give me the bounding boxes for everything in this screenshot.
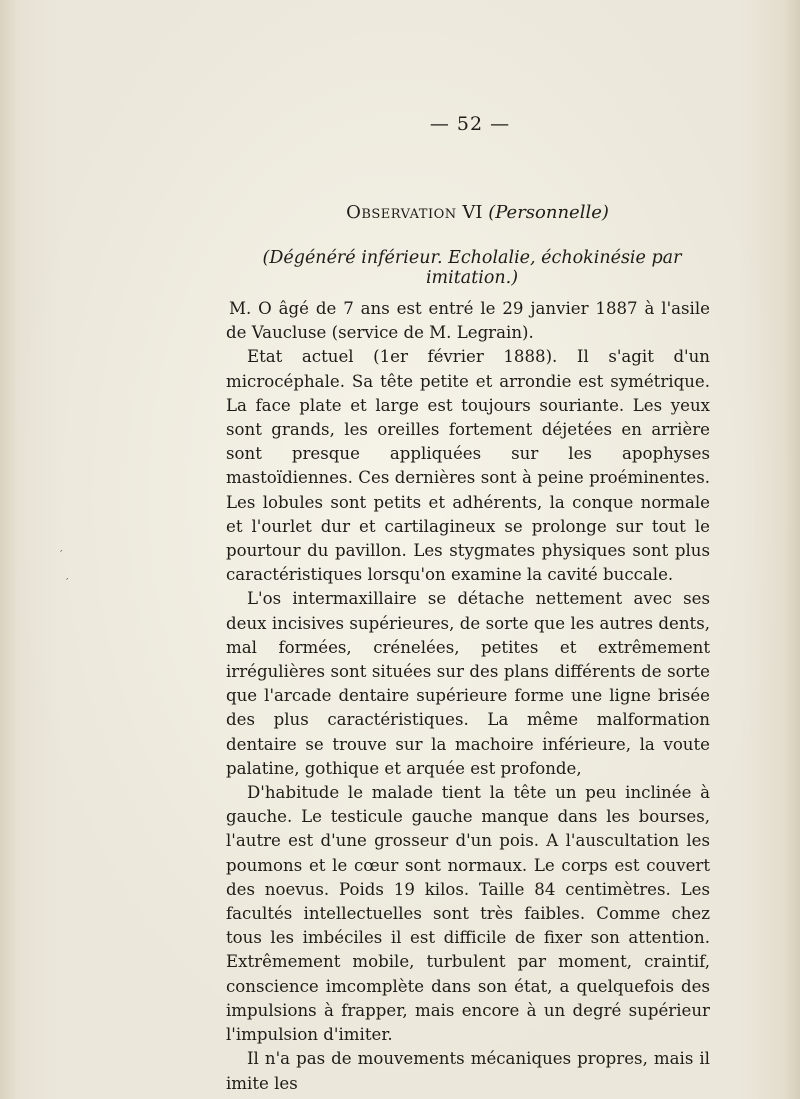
paragraph: D'habitude le malade tient la tête un peu inclinée à gauche. Le testicule gauche manque dans les bourses, l'autre est d'une grosseur d'un pois. A l'auscultation les poumons et le cœur sont normaux. Le corps est couvert des noevus. Poids 19 kilos. Taille 84 centimètres. Les facultés intellectuelles sont très faibles. Comme chez tous les imbéciles il est difficile de fixer son attention. Extrêmement mobile, turbulent par moment, craintif, conscience imcomplète dans son état, a quelquefois des impulsions à frapper, mais encore à un degré supérieur l'impulsion d'imiter. xyxy=(226,783,710,1045)
margin-speck: ′ xyxy=(66,576,69,589)
paragraph: Il n'a pas de mouvements mécaniques propres, mais il imite les xyxy=(226,1049,710,1093)
observation-source: (Personnelle) xyxy=(488,202,609,223)
paragraph: Etat actuel (1er février 1888). Il s'agit d'un microcéphale. Sa tête petite et arrondie est symétrique. La face plate et large est toujours souriante. Les yeux sont grands, les oreilles fortement déjetées en arrière sont presque appliquées sur les apophyses mastoïdiennes. Ces dernières sont à peine proéminentes. Les lobules sont petits et adhérents, la conque normale et l'ourlet dur et cartilagineux se prolonge sur tout le pourtour du pavillon. Les stygmates physiques sont plus caractéristiques lorsqu'on examine la cavité buccale. xyxy=(226,347,710,585)
observation-number: VI xyxy=(462,202,483,223)
margin-speck: ′ xyxy=(60,548,63,561)
page-number: — 52 — xyxy=(429,113,511,135)
body-text xyxy=(226,297,710,1096)
observation-heading xyxy=(0,202,800,223)
observation-label: Observation xyxy=(346,202,457,223)
paragraph: M. O âgé de 7 ans est entré le 29 janvier 1887 à l'asile de Vaucluse (service de M. Legrain). xyxy=(226,299,710,343)
paragraph: L'os intermaxillaire se détache nettement avec ses deux incisives supérieures, de sorte que les autres dents, mal formées, crénelées, petites et extrêmement irrégulières sont situées sur des plans différents de sorte que l'arcade dentaire supérieure forme une ligne brisée des plus caractéristiques. La même malformation dentaire se trouve sur la machoire inférieure, la voute palatine, gothique et arquée est profonde, xyxy=(226,589,710,778)
observation-subtitle: (Dégénéré inférieur. Echolalie, échokinésie par imitation.) xyxy=(262,248,682,288)
